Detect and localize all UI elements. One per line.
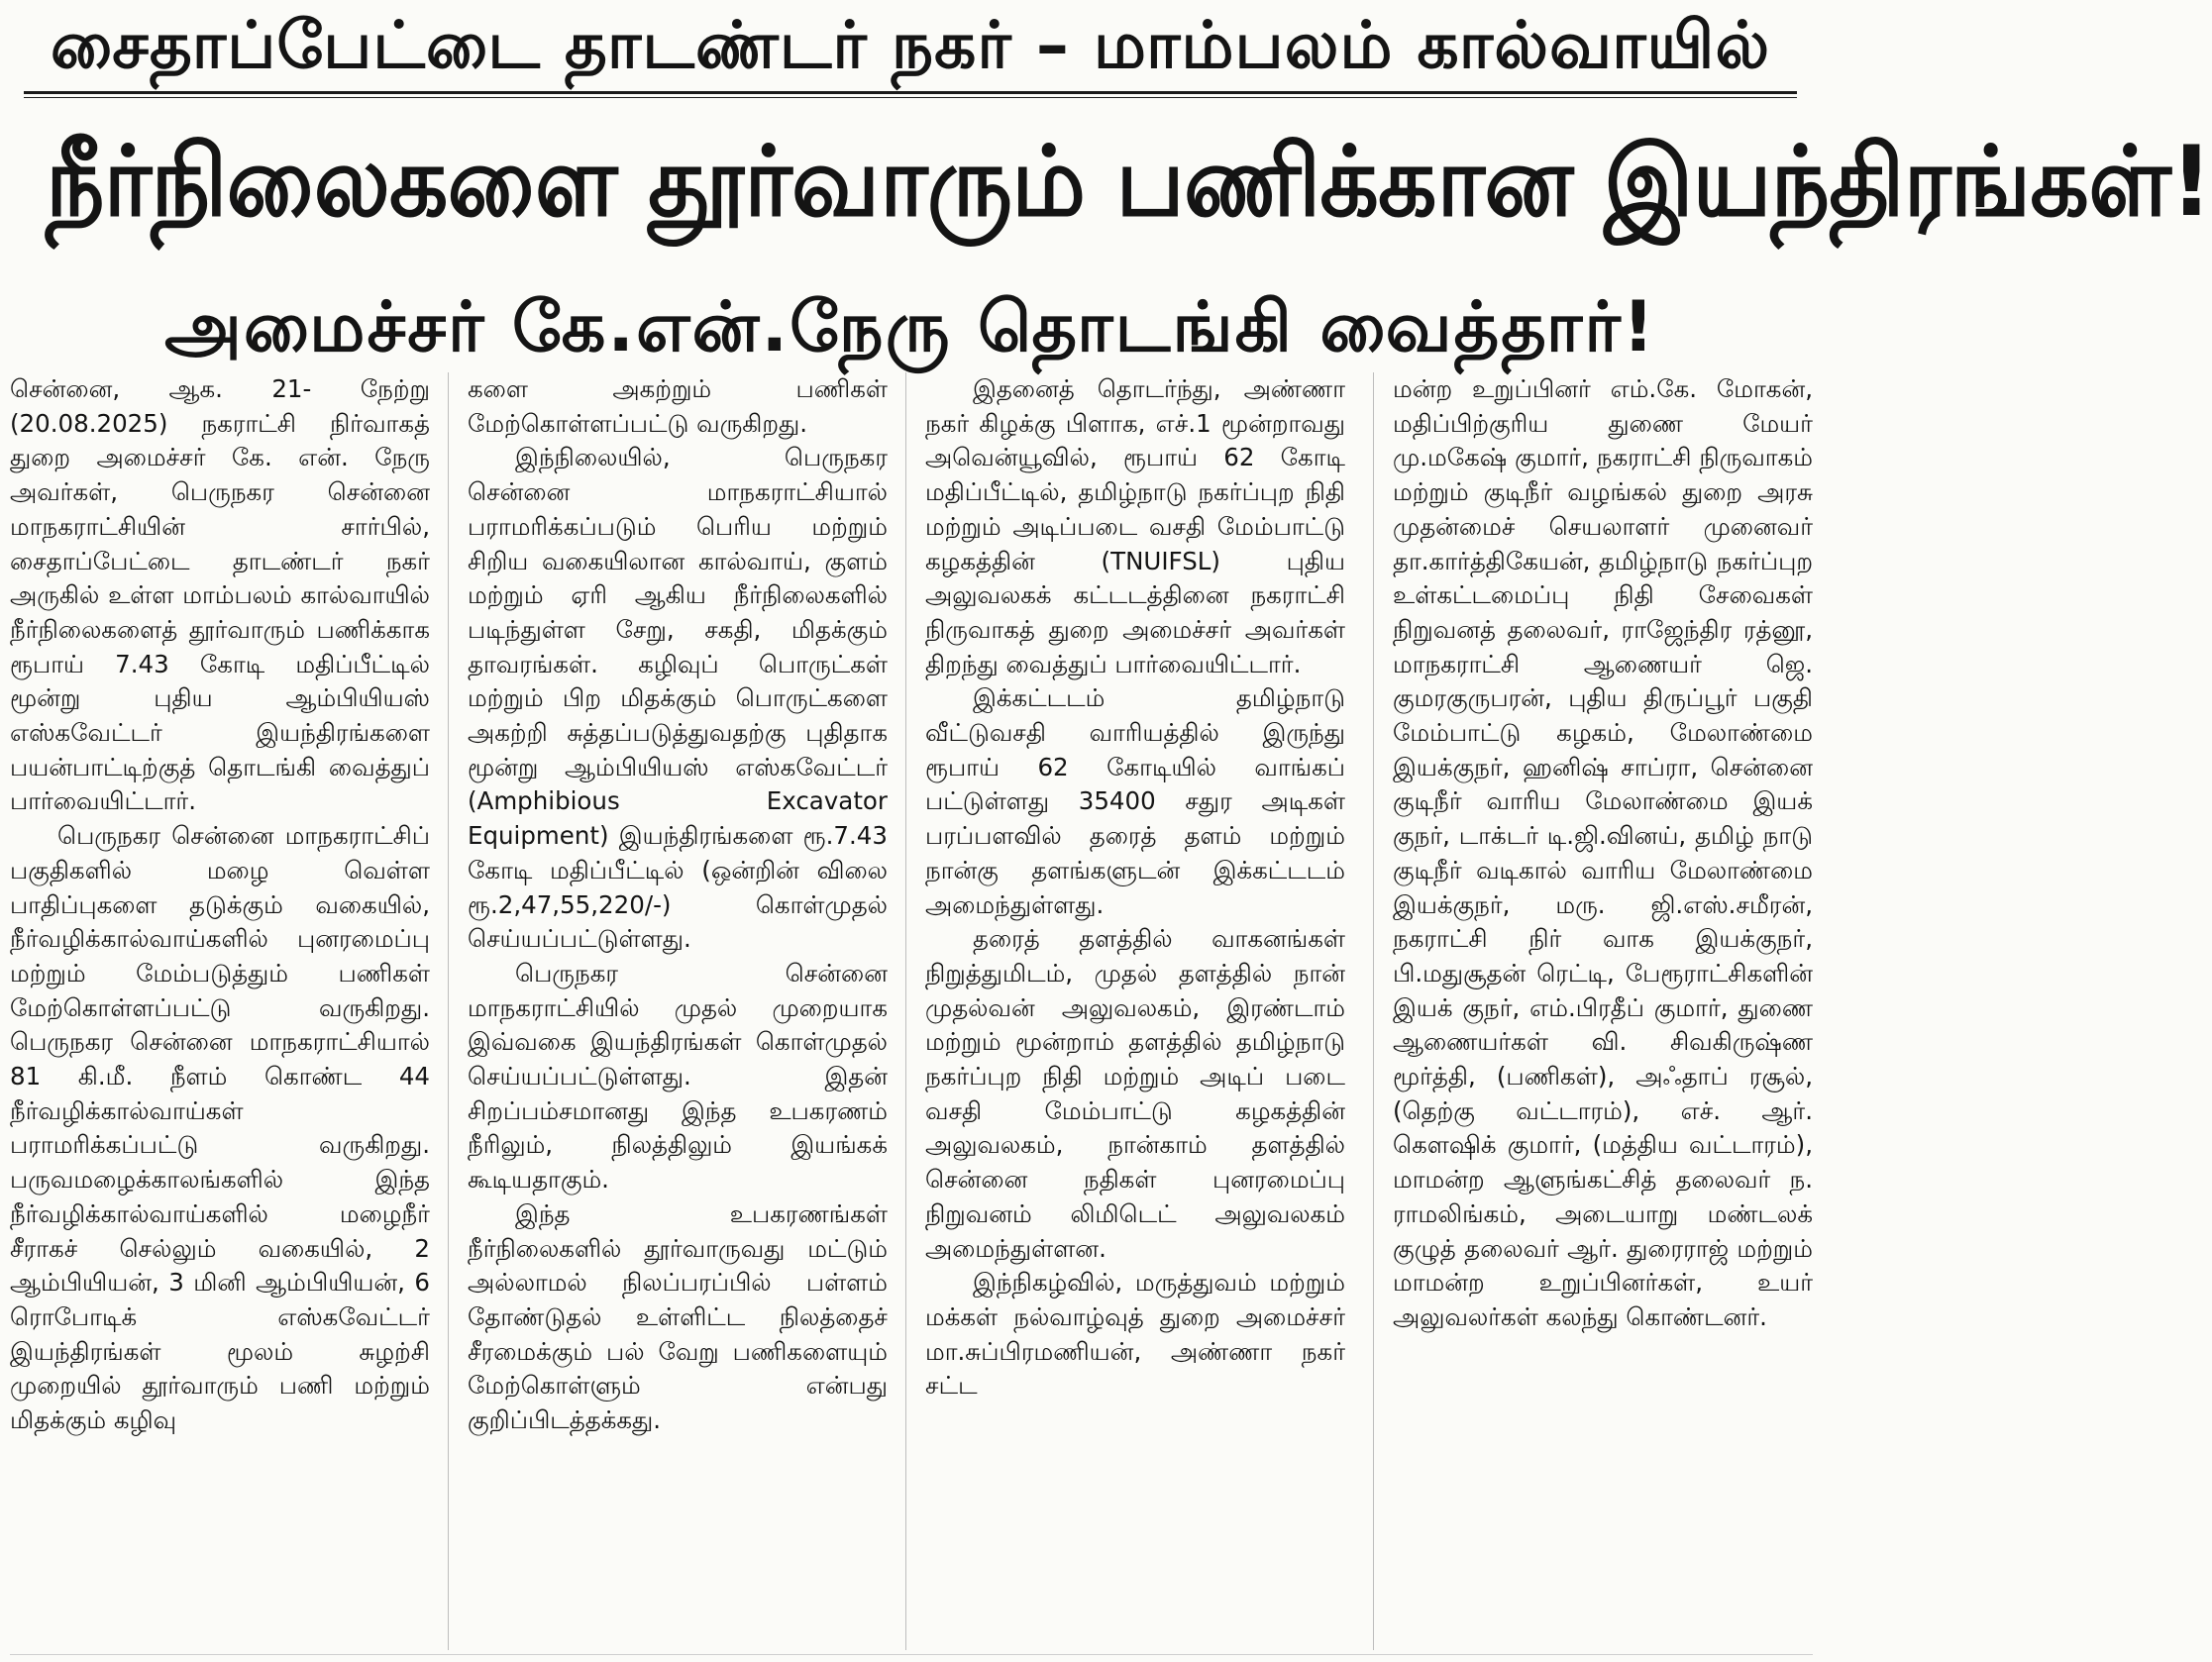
column-divider xyxy=(448,372,449,1650)
column-4-paragraph-1: மன்ற உறுப்பினர் எம்.கே. மோகன், மதிப்பிற்குரிய துணை மேயர் மு.மகேஷ் குமார், நகராட்சி நிருவாகம் மற்றும் குடிநீர் வழங்கல் துறை அரசு முதன்மைச் செயலாளர் முனைவர் தா.கார்த்திகேயன், தமிழ்நாடு நகர்ப்புற உள்கட்டமைப்பு நிதி சேவைகள் நிறுவனத் தலைவர், ராஜேந்திர ரத்னூ, மாநகராட்சி ஆணையர் ஜெ. குமரகுருபரன், புதிய திருப்பூர் பகுதி மேம்பாட்டு கழகம், மேலாண்மை இயக்குநர், ஹனிஷ் சாப்ரா, சென்னை குடிநீர் வாரிய மேலாண்மை இயக் குநர், டாக்டர் டி.ஜி.வினய், தமிழ் நாடு குடிநீர் வடிகால் வாரிய மேலாண்மை இயக்குநர், மரு. ஜி.எஸ்.சமீரன், நகராட்சி நிர் வாக இயக்குநர், பி.மதுசூதன் ரெட்டி, பேரூராட்சிகளின் இயக் குநர், எம்.பிரதீப் குமார், துணை ஆணையர்கள் வி. சிவகிருஷ்ண மூர்த்தி, (பணிகள்), அஃதாப் ரசூல், (தெற்கு வட்டாரம்), எச். ஆர். கௌஷிக் குமார், (மத்திய வட்டாரம்), மாமன்ற ஆளுங்கட்சித் தலைவர் ந. ராமலிங்கம், அடையாறு மண்டலக் குழுத் தலைவர் ஆர். துரைராஜ் மற்றும் மாமன்ற உறுப்பினர்கள், உயர் அலுவலர்கள் கலந்து கொண்டனர். xyxy=(1393,374,1813,1331)
kicker-rule-thin xyxy=(24,97,1797,98)
column-3-paragraph-3: தரைத் தளத்தில் வாகனங்கள் நிறுத்துமிடம், முதல் தளத்தில் நான் முதல்வன் அலுவலகம், இரண்டாம் மற்றும் மூன்றாம் தளத்தில் தமிழ்நாடு நகர்ப்புற நிதி மற்றும் அடிப் படை வசதி மேம்பாட்டு கழகத்தின் அலுவலகம், நான்காம் தளத்தில் சென்னை நதிகள் புனரமைப்பு நிறுவனம் லிமிடெட் அலுவலகம் அமைந்துள்ளன. xyxy=(925,924,1345,1263)
column-2-paragraph-4: இந்த உபகரணங்கள் நீர்நிலைகளில் தூர்வாருவது மட்டும் அல்லாமல் நிலப்பரப்பில் பள்ளம் தோண்டுதல் உள்ளிட்ட நிலத்தைச் சீரமைக்கும் பல் வேறு பணிகளையும் மேற்கொள்ளும் என்பது குறிப்பிடத்தக்கது. xyxy=(468,1198,888,1435)
article-kicker: சைதாப்பேட்டை தாடண்டர் நகர் – மாம்பலம் கால்வாயில் xyxy=(50,7,1771,83)
column-3-paragraph-4: இந்நிகழ்வில், மருத்துவம் மற்றும் மக்கள் நல்வாழ்வுத் துறை அமைச்சர் மா.சுப்பிரமணியன், அண்ணா நகர் சட்ட xyxy=(925,1268,1345,1401)
bottom-rule xyxy=(10,1654,1813,1655)
article-column-1 xyxy=(10,372,430,1650)
column-3-paragraph-1: இதனைத் தொடர்ந்து, அண்ணா நகர் கிழக்கு பிளாக, எச்.1 மூன்றாவது அவென்யூவில், ரூபாய் 62 கோடி மதிப்பீட்டில், தமிழ்நாடு நகர்ப்புற நிதி மற்றும் அடிப்படை வசதி மேம்பாட்டு கழகத்தின் (TNUIFSL) புதிய அலுவலகக் கட்டடத்தினை நகராட்சி நிருவாகத் துறை அமைச்சர் அவர்கள் திறந்து வைத்துப் பார்வையிட்டார். xyxy=(925,374,1345,678)
kicker-rule-thick xyxy=(24,91,1797,94)
column-1-paragraph-1: சென்னை, ஆக. 21- நேற்று (20.08.2025) நகராட்சி நிர்வாகத் துறை அமைச்சர் கே. என். நேரு அவர்கள், பெருநகர சென்னை மாநகராட்சியின் சார்பில், சைதாப்பேட்டை தாடண்டர் நகர் அருகில் உள்ள மாம்பலம் கால்வாயில் நீர்நிலைகளைத் தூர்வாரும் பணிக்காக ரூபாய் 7.43 கோடி மதிப்பீட்டில் மூன்று புதிய ஆம்பியியஸ் எஸ்கவேட்டர் இயந்திரங்களை பயன்பாட்டிற்குத் தொடங்கி வைத்துப் பார்வையிட்டார். xyxy=(10,374,430,816)
column-divider xyxy=(1373,372,1374,1650)
article-body xyxy=(10,372,1813,1650)
column-2-paragraph-1: களை அகற்றும் பணிகள் மேற்கொள்ளப்பட்டு வருகிறது. xyxy=(468,374,888,438)
column-1-paragraph-2: பெருநகர சென்னை மாநகராட்சிப் பகுதிகளில் மழை வெள்ள பாதிப்புகளை தடுக்கும் வகையில், நீர்வழிக்கால்வாய்களில் புனரமைப்பு மற்றும் மேம்படுத்தும் பணிகள் மேற்கொள்ளப்பட்டு வருகிறது. பெருநகர சென்னை மாநகராட்சியால் 81 கி.மீ. நீளம் கொண்ட 44 நீர்வழிக்கால்வாய்கள் பராமரிக்கப்பட்டு வருகிறது. பருவமழைக்காலங்களில் இந்த நீர்வழிக்கால்வாய்களில் மழைநீர் சீராகச் செல்லும் வகையில், 2 ஆம்பியியன், 3 மினி ஆம்பியியன், 6 ரொபோடிக் எஸ்கவேட்டர் இயந்திரங்கள் மூலம் சுழற்சி முறையில் தூர்வாரும் பணி மற்றும் மிதக்கும் கழிவு xyxy=(10,821,430,1435)
article-headline: நீர்நிலைகளை தூர்வாரும் பணிக்கான இயந்திரங்கள்! xyxy=(45,126,2212,239)
article-column-4 xyxy=(1393,372,1813,1650)
column-divider xyxy=(905,372,906,1650)
article-column-3 xyxy=(925,372,1345,1650)
column-3-paragraph-2: இக்கட்டடம் தமிழ்நாடு வீட்டுவசதி வாரியத்தில் இருந்து ரூபாய் 62 கோடியில் வாங்கப் பட்டுள்ளது 35400 சதுர அடிகள் பரப்பளவில் தரைத் தளம் மற்றும் நான்கு தளங்களுடன் இக்கட்டடம் அமைந்துள்ளது. xyxy=(925,683,1345,919)
column-2-paragraph-3: பெருநகர சென்னை மாநகராட்சியில் முதல் முறையாக இவ்வகை இயந்திரங்கள் கொள்முதல் செய்யப்பட்டுள்ளது. இதன் சிறப்பம்சமானது இந்த உபகரணம் நீரிலும், நிலத்திலும் இயங்கக் கூடியதாகும். xyxy=(468,958,888,1195)
article-subheadline: அமைச்சர் கே.என்.நேரு தொடங்கி வைத்தார்! xyxy=(164,286,1656,367)
column-2-paragraph-2: இந்நிலையில், பெருநகர சென்னை மாநகராட்சியால் பராமரிக்கப்படும் பெரிய மற்றும் சிறிய வகையிலான கால்வாய், குளம் மற்றும் ஏரி ஆகிய நீர்நிலைகளில் படிந்துள்ள சேறு, சகதி, மிதக்கும் தாவரங்கள். கழிவுப் பொருட்கள் மற்றும் பிற மிதக்கும் பொருட்களை அகற்றி சுத்தப்படுத்துவதற்கு புதிதாக மூன்று ஆம்பியியஸ் எஸ்கவேட்டர் (Amphibious Excavator Equipment) இயந்திரங்களை ரூ.7.43 கோடி மதிப்பீட்டில் (ஒன்றின் விலை ரூ.2,47,55,220/-) கொள்முதல் செய்யப்பட்டுள்ளது. xyxy=(468,443,888,954)
article-column-2 xyxy=(468,372,888,1650)
